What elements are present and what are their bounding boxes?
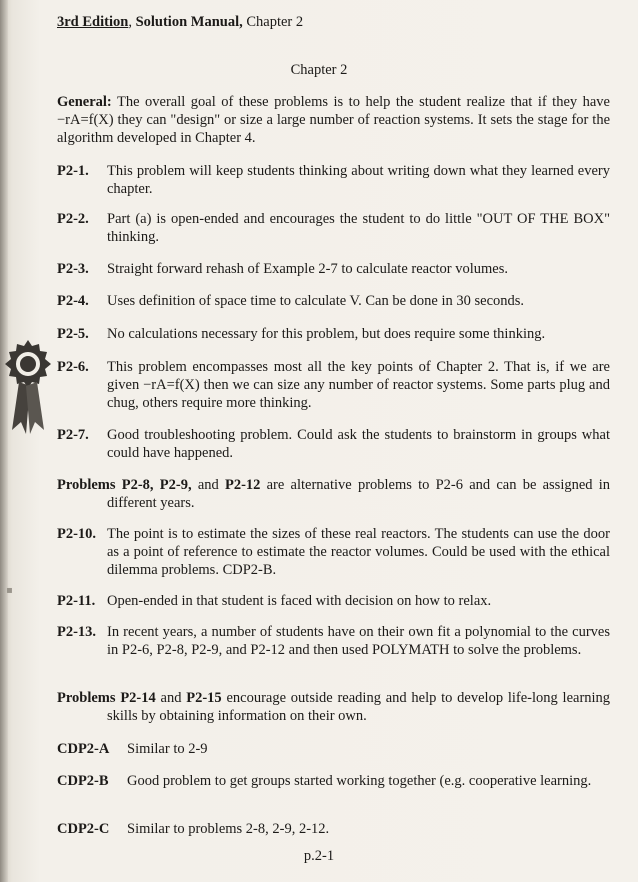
- para-word: Problems: [57, 477, 116, 493]
- header-separator: ,: [128, 14, 132, 30]
- list-item: [57, 772, 610, 790]
- para-word: Problems: [57, 690, 116, 706]
- item-text: This problem encompasses most all the key points of Chapter 2. That is, if we are given −rA=f(X) then we can size any number of reactor systems. Some parts plug and chug, others require more thinking.: [107, 359, 610, 411]
- para-bold2: P2-12: [224, 477, 261, 493]
- item-label: P2-7.: [57, 427, 89, 443]
- running-header: [57, 14, 303, 31]
- item-label: P2-10.: [57, 526, 97, 542]
- list-item: [57, 740, 610, 758]
- page-number: p.2-1: [303, 848, 335, 864]
- item-label: P2-2.: [57, 211, 89, 227]
- para-bold: P2-8, P2-9,: [121, 477, 192, 493]
- item-label: P2-11.: [57, 593, 96, 609]
- item-text: Similar to problems 2-8, 2-9, 2-12.: [127, 821, 330, 837]
- problems-paragraph: [57, 476, 610, 512]
- list-item: [57, 623, 610, 659]
- item-text: This problem will keep students thinking about writing down what they learned every chapter.: [107, 163, 610, 197]
- para-and: and: [197, 477, 219, 493]
- para-bold2: P2-15: [186, 690, 222, 706]
- problems-paragraph: [57, 689, 610, 725]
- item-label: P2-1.: [57, 163, 89, 179]
- item-label: P2-3.: [57, 261, 89, 277]
- item-label: CDP2-C: [57, 821, 110, 837]
- para-bold: P2-14: [120, 690, 156, 706]
- list-item: [57, 210, 610, 246]
- list-item: [57, 820, 610, 838]
- item-label: CDP2-A: [57, 741, 110, 757]
- list-item: [57, 525, 610, 579]
- list-item: [57, 426, 610, 462]
- item-text: Straight forward rehash of Example 2-7 to calculate reactor volumes.: [107, 261, 509, 277]
- item-text: Open-ended in that student is faced with decision on how to relax.: [107, 593, 492, 609]
- item-text: No calculations necessary for this problem, but does require some thinking.: [107, 326, 546, 342]
- item-text: Similar to 2-9: [127, 741, 208, 757]
- page-binding-edge: [0, 0, 8, 882]
- header-chapter: Chapter 2: [246, 14, 304, 30]
- item-label: P2-4.: [57, 293, 89, 309]
- list-item: [57, 292, 610, 310]
- para-rest: are alternative problems to P2-6 and can be assigned in different years.: [107, 477, 611, 511]
- general-label: General:: [57, 94, 112, 110]
- manual-title: Solution Manual,: [135, 14, 243, 30]
- list-item: [57, 260, 610, 278]
- list-item: [57, 358, 610, 412]
- award-ribbon-icon: [2, 338, 54, 438]
- item-label: P2-5.: [57, 326, 89, 342]
- list-item: [57, 162, 610, 198]
- list-item: [57, 592, 610, 610]
- item-text: Part (a) is open-ended and encourages the student to do little "OUT OF THE BOX" thinking.: [107, 211, 610, 245]
- para-and: and: [160, 690, 182, 706]
- item-label: CDP2-B: [57, 773, 109, 789]
- margin-bleed-mark: ▪: [6, 585, 13, 596]
- item-text: Good troubleshooting problem. Could ask the students to brainstorm in groups what could have happened.: [107, 427, 610, 461]
- edition-label: 3rd Edition: [57, 14, 129, 30]
- item-label: P2-6.: [57, 359, 89, 375]
- chapter-title: Chapter 2: [290, 62, 348, 78]
- para-rest: encourage outside reading and help to develop life-long learning skills by obtaining information on their own.: [107, 690, 611, 724]
- item-text: In recent years, a number of students have on their own fit a polynomial to the curves in P2-6, P2-8, P2-9, and P2-12 and then used POLYMATH to solve the problems.: [107, 624, 610, 658]
- list-item: [57, 325, 610, 343]
- item-text: The point is to estimate the sizes of these real reactors. The students can use the door as a point of reference to estimate the reactor volumes. Could be used with the ethical dilemma problems. CDP2-B.: [107, 526, 610, 578]
- general-paragraph: [57, 93, 610, 147]
- item-text: Good problem to get groups started working together (e.g. cooperative learning.: [127, 773, 592, 789]
- general-text: The overall goal of these problems is to help the student realize that if they have −rA=f(X) they can "design" or size a large number of reaction systems. It sets the stage for the algorithm developed in Chapter 4.: [57, 94, 610, 146]
- item-label: P2-13.: [57, 624, 97, 640]
- item-text: Uses definition of space time to calculate V. Can be done in 30 seconds.: [107, 293, 525, 309]
